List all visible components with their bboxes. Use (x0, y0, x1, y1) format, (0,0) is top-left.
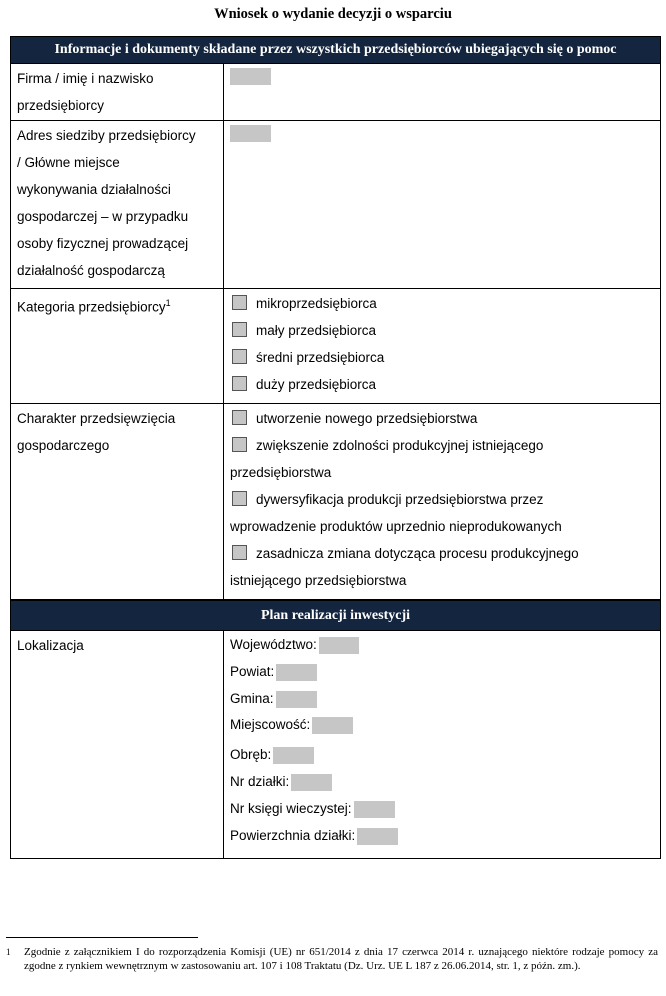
address-label-line: / Główne miejsce (17, 155, 120, 170)
option-diversification-label-cont: wprowadzenie produktów uprzednio nieprodukowanych (230, 519, 562, 534)
category-options (224, 288, 660, 403)
firm-input[interactable] (230, 68, 271, 85)
character-label-line2: gospodarczego (17, 438, 110, 453)
field-county-label: Powiat: (230, 663, 275, 679)
address-input[interactable] (230, 125, 271, 142)
checkbox-large[interactable] (232, 376, 247, 391)
row-category (10, 288, 661, 404)
checkbox-diversification[interactable] (232, 491, 247, 506)
footnote-ref: 1 (165, 298, 171, 308)
field-plot-area-label: Powierzchnia działki: (230, 827, 356, 843)
footnote-number: 1 (6, 947, 11, 957)
field-locality-label: Miejscowość: (230, 717, 311, 733)
section-header-info: Informacje i dokumenty składane przez wszystkich przedsiębiorców ubiegających się o pomoc (10, 36, 661, 64)
address-label-line: wykonywania działalności (17, 182, 171, 197)
address-value[interactable] (224, 120, 660, 288)
field-plot-area-input[interactable] (357, 828, 398, 845)
section-header-plan: Plan realizacji inwestycji (10, 600, 661, 631)
option-capacity-label: zwiększenie zdolności produkcyjnej istniejącego (256, 438, 544, 453)
row-character (10, 403, 661, 600)
firm-label-line2: przedsiębiorcy (17, 98, 105, 113)
field-county-input[interactable] (276, 664, 317, 681)
option-capacity-label-cont: przedsiębiorstwa (230, 465, 332, 480)
option-medium-label: średni przedsiębiorca (256, 350, 385, 365)
option-new-enterprise-label: utworzenie nowego przedsiębiorstwa (256, 411, 478, 426)
field-precinct-input[interactable] (273, 747, 314, 764)
address-label-line: działalność gospodarczą (17, 263, 165, 278)
field-commune-label: Gmina: (230, 690, 274, 706)
address-label-line: Adres siedziby przedsiębiorcy (17, 128, 196, 143)
firm-label-line1: Firma / imię i nazwisko (17, 71, 154, 86)
field-land-register-label: Nr księgi wieczystej: (230, 800, 352, 816)
option-micro-label: mikroprzedsiębiorca (256, 296, 377, 311)
firm-label (11, 63, 224, 120)
row-location (10, 630, 661, 859)
checkbox-process-change[interactable] (232, 545, 247, 560)
row-firm (10, 63, 661, 121)
field-precinct-label: Obręb: (230, 747, 272, 763)
option-small-label: mały przedsiębiorca (256, 323, 377, 338)
category-label-text: Kategoria przedsiębiorcy (17, 299, 166, 315)
row-address (10, 120, 661, 289)
location-label: Lokalizacja (11, 630, 224, 858)
option-process-label-cont: istniejącego przedsiębiorstwa (230, 573, 407, 588)
checkbox-small[interactable] (232, 322, 247, 337)
checkbox-medium[interactable] (232, 349, 247, 364)
field-plot-number-label: Nr działki: (230, 773, 290, 789)
field-plot-number-input[interactable] (291, 774, 332, 791)
field-locality-input[interactable] (312, 717, 353, 734)
field-land-register-input[interactable] (354, 801, 395, 818)
checkbox-micro[interactable] (232, 295, 247, 310)
field-voivodeship-label: Województwo: (230, 637, 317, 652)
field-commune-input[interactable] (276, 691, 317, 708)
footnote-separator (6, 937, 198, 938)
field-voivodeship-input[interactable] (319, 637, 359, 654)
address-label (11, 120, 224, 288)
character-label-line1: Charakter przedsięwzięcia (17, 411, 176, 426)
footnote-text: Zgodnie z załącznikiem I do rozporządzenia Komisji (UE) nr 651/2014 z dnia 17 czerwca 2014 r. uznającego niektóre rodzaje pomocy za zgodne z rynkiem wewnętrznym w zastosowaniu art. 107 i 108 Traktatu (Dz. Urz. UE L 187 z 26.06.2014, str. 1, z późn. zm.). (24, 946, 658, 972)
option-process-label: zasadnicza zmiana dotycząca procesu produkcyjnego (256, 546, 579, 561)
option-diversification-label: dywersyfikacja produkcji przedsiębiorstwa przez (256, 492, 544, 507)
firm-value[interactable] (224, 63, 660, 120)
page-title: Wniosek o wydanie decyzji o wsparciu (214, 6, 452, 22)
character-options (224, 403, 660, 599)
option-large-label: duży przedsiębiorca (256, 377, 377, 392)
checkbox-new-enterprise[interactable] (232, 410, 247, 425)
footnote (6, 946, 658, 973)
checkbox-capacity-increase[interactable] (232, 437, 247, 452)
location-fields (224, 630, 660, 858)
address-label-line: osoby fizycznej prowadzącej (17, 236, 189, 251)
address-label-line: gospodarczej – w przypadku (17, 209, 189, 224)
category-label (11, 288, 224, 403)
character-label (11, 403, 224, 599)
